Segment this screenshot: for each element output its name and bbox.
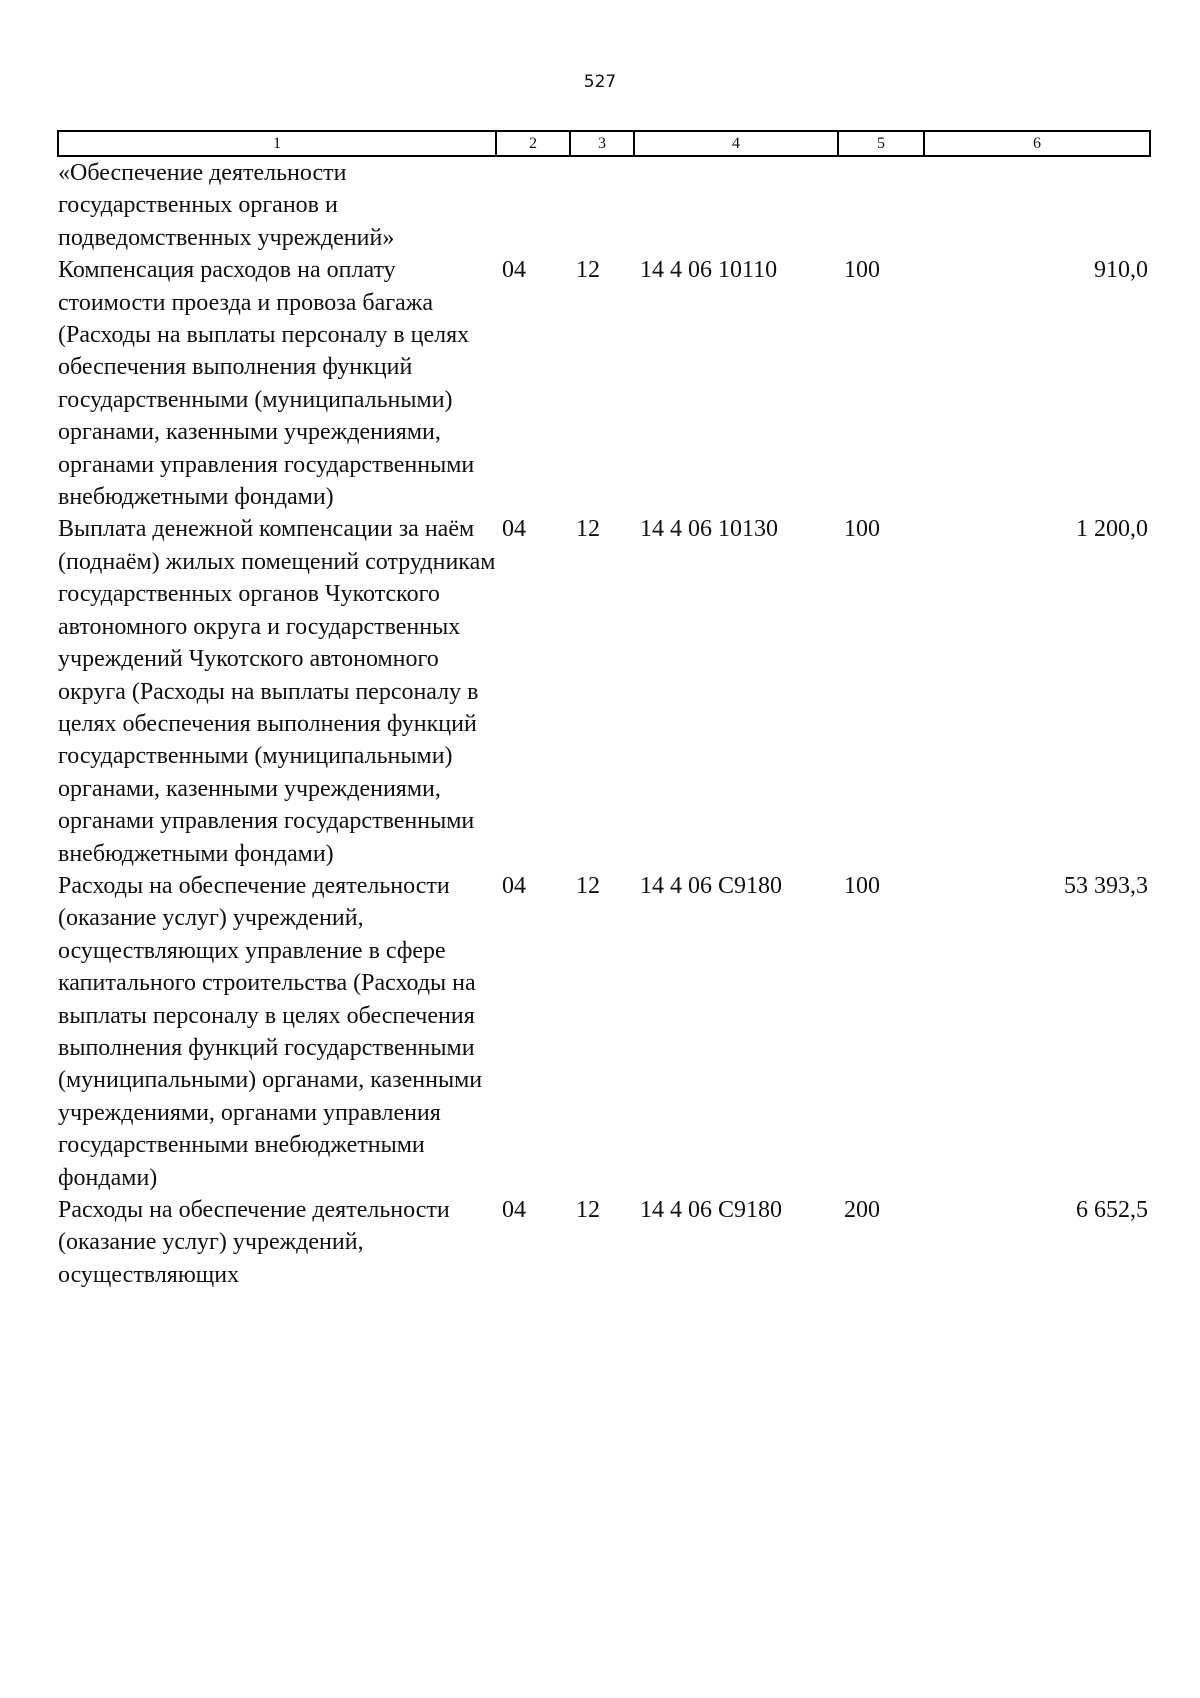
- header-col-6: 6: [924, 131, 1150, 156]
- section-code-cell: 04: [502, 516, 526, 543]
- header-col-2: 2: [496, 131, 570, 156]
- table-row: [58, 870, 1150, 1194]
- amount-cell: 910,0: [1094, 257, 1148, 284]
- amount-cell: 53 393,3: [1064, 872, 1148, 899]
- amount-cell: 6 652,5: [1076, 1197, 1148, 1223]
- expense-type-cell: 100: [844, 516, 880, 543]
- table-row: [58, 156, 1150, 254]
- subsection-code-cell: [570, 156, 634, 254]
- expense-name-cell: Выплата денежной компенсации за наём (поднаём) жилых помещений сотрудникам государственных органов Чукотского автономного округа и государственных учреждений Чукотского автономного округа (Расходы на выплаты персоналу в целях обеспечения выполнения функций государственными (муниципальными) органами, казенными учреждениями, органами управления государственными внебюджетными фондами): [58, 516, 496, 867]
- expense-name-cell: «Обеспечение деятельности государственных органов и подведомственных учреждений»: [58, 160, 395, 251]
- header-col-3: 3: [570, 131, 634, 156]
- target-article-cell: [634, 156, 838, 254]
- amount-cell: 1 200,0: [1076, 516, 1148, 543]
- subsection-code-cell: 12: [576, 516, 600, 543]
- expense-type-cell: 200: [844, 1197, 880, 1223]
- subsection-code-cell: 12: [576, 872, 600, 899]
- target-article-cell: 14 4 06 С9180: [640, 1197, 783, 1223]
- subsection-code-cell: 12: [576, 257, 600, 284]
- header-col-5: 5: [838, 131, 924, 156]
- section-code-cell: 04: [502, 872, 526, 899]
- expense-type-cell: 100: [844, 872, 880, 899]
- table-row: [58, 1194, 1150, 1291]
- section-code-cell: [496, 156, 570, 254]
- header-col-1: 1: [58, 131, 496, 156]
- header-col-4: 4: [634, 131, 838, 156]
- target-article-cell: 14 4 06 С9180: [640, 872, 783, 899]
- budget-table: [57, 130, 1151, 1291]
- table-row: [58, 513, 1150, 869]
- target-article-cell: 14 4 06 10130: [640, 516, 778, 543]
- amount-cell: [924, 156, 1150, 254]
- section-code-cell: 04: [502, 257, 526, 284]
- expense-type-cell: 100: [844, 257, 880, 284]
- expense-name-cell: Расходы на обеспечение деятельности (оказание услуг) учреждений, осуществляющих управление в сфере капитального строительства (Расходы на выплаты персоналу в целях обеспечения выполнения функций государственными (муниципальными) органами, казенными учреждениями, органами управления государственными внебюджетными фондами): [58, 872, 483, 1191]
- page-number: 527: [583, 72, 617, 92]
- expense-name-cell: Расходы на обеспечение деятельности (оказание услуг) учреждений, осуществляющих: [58, 1197, 450, 1288]
- section-code-cell: 04: [502, 1197, 526, 1223]
- table-row: [58, 254, 1150, 513]
- target-article-cell: 14 4 06 10110: [640, 257, 778, 284]
- header-row: [58, 131, 1150, 156]
- expense-name-cell: Компенсация расходов на оплату стоимости проезда и провоза багажа (Расходы на выплаты персоналу в целях обеспечения выполнения функций государственными (муниципальными) органами, казенными учреждениями, органами управления государственными внебюджетными фондами): [58, 257, 475, 511]
- subsection-code-cell: 12: [576, 1197, 600, 1223]
- expense-type-cell: [838, 156, 924, 254]
